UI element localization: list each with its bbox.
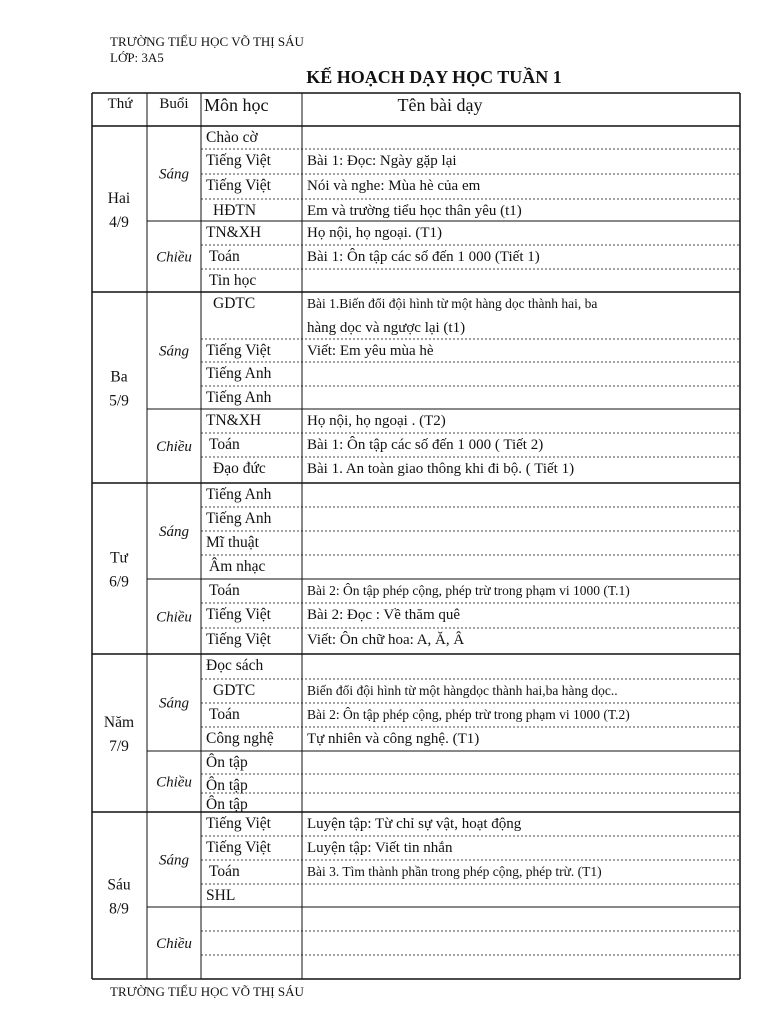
lesson-cell: Bài 1: Ôn tập các số đến 1 000 (Tiết 1) xyxy=(307,249,540,265)
subject-cell: Tiếng Việt xyxy=(206,152,271,169)
lesson-cell: Bài 2: Ôn tập phép cộng, phép trừ trong phạm vi 1000 (T.1) xyxy=(307,583,630,598)
footer-school-name: TRƯỜNG TIỂU HỌC VÕ THỊ SÁU xyxy=(110,984,304,999)
lesson-cell: Luyện tập: Từ chỉ sự vật, hoạt động xyxy=(307,816,522,832)
class-name: LỚP: 3A5 xyxy=(110,50,164,65)
subject-cell: TN&XH xyxy=(206,224,262,241)
lesson-cell: Bài 1. An toàn giao thông khi đi bộ. ( Tiết 1) xyxy=(307,461,575,477)
subject-cell: Tiếng Anh xyxy=(206,365,272,382)
column-header-session: Buổi xyxy=(159,96,189,112)
lesson-cell: Họ nội, họ ngoại . (T2) xyxy=(307,413,446,429)
subject-cell: Tiếng Anh xyxy=(206,389,272,406)
day-name: Tư xyxy=(110,549,128,567)
session-label: Chiều xyxy=(156,936,192,952)
day-date: 7/9 xyxy=(109,738,129,755)
session-label: Sáng xyxy=(159,695,189,712)
lesson-cell: Bài 1.Biến đổi đội hình từ một hàng dọc thành hai, ba xyxy=(307,296,598,311)
session-label: Chiều xyxy=(156,249,192,266)
day-name: Hai xyxy=(107,190,131,207)
day-name: Sáu xyxy=(107,876,131,894)
session-label: Chiều xyxy=(156,774,192,791)
subject-cell: Đạo đức xyxy=(213,460,266,477)
subject-cell: Ôn tập xyxy=(206,754,248,771)
day-date: 6/9 xyxy=(109,573,129,591)
school-name: TRƯỜNG TIỂU HỌC VÕ THỊ SÁU xyxy=(110,34,304,49)
lesson-cell: Bài 1: Đọc: Ngày gặp lại xyxy=(307,153,457,169)
subject-cell: SHL xyxy=(206,887,236,904)
day-date: 4/9 xyxy=(109,214,129,231)
lesson-cell: Viết: Em yêu mùa hè xyxy=(307,343,434,359)
column-header-lesson: Tên bài dạy xyxy=(397,95,483,115)
session-label: Sáng xyxy=(159,852,189,869)
subject-cell: GDTC xyxy=(213,682,256,699)
subject-cell: Toán xyxy=(209,863,240,880)
lesson-cell: Nói và nghe: Mùa hè của em xyxy=(307,178,481,194)
lesson-cell: Luyện tập: Viết tin nhắn xyxy=(307,840,453,856)
session-label: Chiều xyxy=(156,609,192,626)
subject-cell: Tiếng Việt xyxy=(206,342,271,359)
session-label: Sáng xyxy=(159,166,189,183)
subject-cell: Công nghệ xyxy=(206,730,274,747)
lesson-cell: Em và trường tiểu học thân yêu (t1) xyxy=(307,203,522,219)
subject-cell: HĐTN xyxy=(213,202,257,219)
subject-cell: Chào cờ xyxy=(206,129,258,146)
document-title: KẾ HOẠCH DẠY HỌC TUẦN 1 xyxy=(306,67,562,87)
lesson-cell: Bài 2: Ôn tập phép cộng, phép trừ trong phạm vi 1000 (T.2) xyxy=(307,707,630,722)
subject-cell: Tiếng Anh xyxy=(206,486,272,503)
day-name: Năm xyxy=(103,714,135,731)
lesson-cell: Bài 3. Tìm thành phần trong phép cộng, phép trừ. (T1) xyxy=(307,864,602,879)
lesson-cell: Viết: Ôn chữ hoa: A, Ă, Â xyxy=(307,632,465,648)
subject-cell: Toán xyxy=(209,582,240,599)
subject-cell: Mĩ thuật xyxy=(206,534,259,551)
subject-cell: GDTC xyxy=(213,295,256,312)
lesson-cell: Biến đổi đội hình từ một hàngdọc thành hai,ba hàng dọc.. xyxy=(307,683,618,698)
subject-cell: Toán xyxy=(209,436,240,453)
column-header-day: Thứ xyxy=(107,96,133,112)
subject-cell: Tin học xyxy=(209,272,257,289)
subject-cell: Ôn tập xyxy=(206,796,248,813)
lesson-cell: Bài 2: Đọc : Về thăm quê xyxy=(307,607,461,623)
day-date: 8/9 xyxy=(109,900,129,918)
subject-cell: Toán xyxy=(209,706,240,723)
day-name: Ba xyxy=(110,368,128,386)
lesson-cell: Bài 1: Ôn tập các số đến 1 000 ( Tiết 2) xyxy=(307,437,544,453)
subject-cell: Tiếng Việt xyxy=(206,631,271,648)
subject-cell: Tiếng Việt xyxy=(206,606,271,623)
session-label: Sáng xyxy=(159,343,189,360)
subject-cell: Tiếng Việt xyxy=(206,815,271,832)
lesson-cell: Họ nội, họ ngoại. (T1) xyxy=(307,225,442,241)
session-label: Chiều xyxy=(156,439,192,455)
lesson-cell: Tự nhiên và công nghệ. (T1) xyxy=(307,731,480,747)
subject-cell: Tiếng Việt xyxy=(206,839,271,856)
lesson-cell-continued: hàng dọc và ngược lại (t1) xyxy=(307,320,466,336)
subject-cell: Âm nhạc xyxy=(209,558,266,575)
subject-cell: Ôn tập xyxy=(206,777,248,794)
subject-cell: Toán xyxy=(209,248,240,265)
subject-cell: TN&XH xyxy=(206,412,262,429)
subject-cell: Tiếng Việt xyxy=(206,177,271,194)
subject-cell: Tiếng Anh xyxy=(206,510,272,527)
subject-cell: Đọc sách xyxy=(206,657,264,674)
column-header-subject: Môn học xyxy=(204,95,269,115)
session-label: Sáng xyxy=(159,524,189,540)
day-date: 5/9 xyxy=(109,392,129,410)
